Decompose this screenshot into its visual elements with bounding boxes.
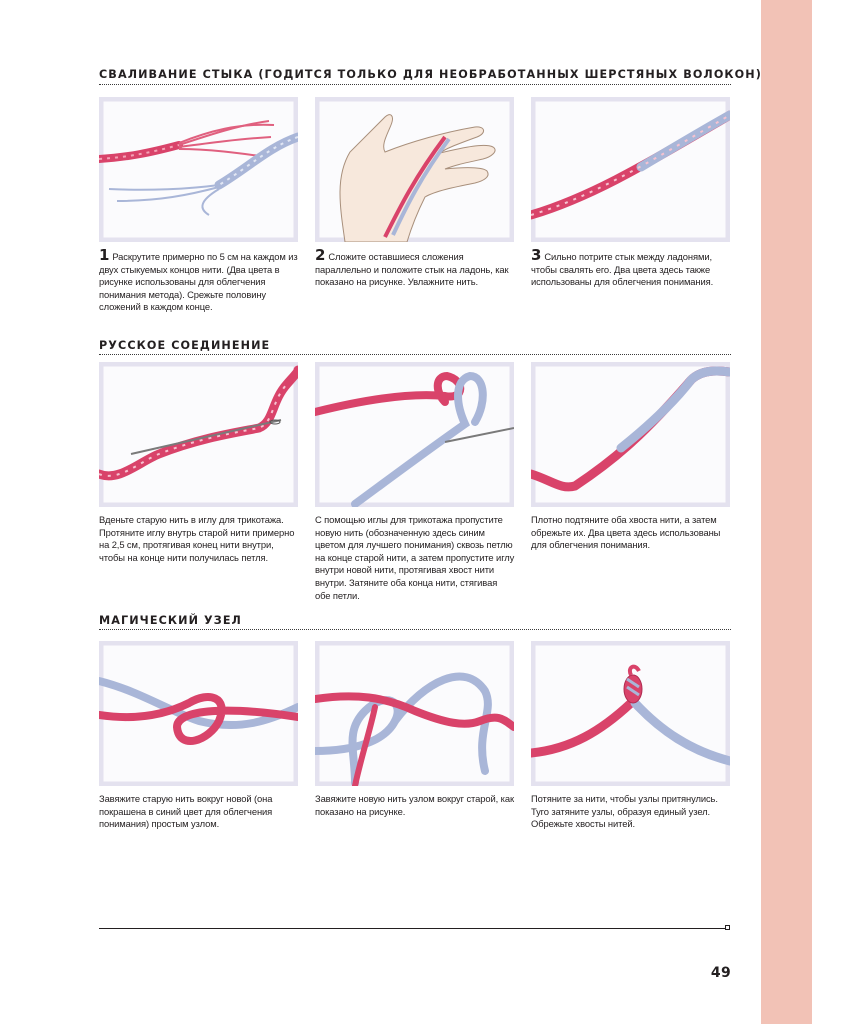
step-text: Сильно потрите стык между ладонями, чтобы свалять его. Два цвета здесь также использованы для облегчения понимания. [531, 251, 714, 288]
step-text: Сложите оставшиеся сложения параллельно и положите стык на ладонь, как показано на рисунке. Увлажните нить. [315, 251, 509, 288]
illustration-russian-join-step-2 [315, 362, 514, 507]
caption-russian-join-step-1: Вденьте старую нить в иглу для трикотажа. Протяните иглу внутрь старой нити примерно на 2,5 см, протягивая конец нити внутри, чтобы на конце нити получилась петля. [99, 514, 295, 563]
caption-felting-step-3 [531, 246, 731, 289]
illustration-felting-step-1 [99, 97, 298, 242]
section-title-russian-join: РУССКОЕ СОЕДИНЕНИЕ [99, 339, 271, 352]
caption-russian-join-step-3: Плотно подтяните оба хвоста нити, а затем обрежьте их. Два цвета здесь использованы для облегчения понимания. [531, 514, 721, 551]
caption-russian-join-step-2: С помощью иглы для трикотажа пропустите новую нить (обозначенную здесь синим цветом для лучшего понимания) сквозь петлю на конце старой нити, а затем пропустите иглу внутри новой нити, протягивая хвост нити внутри. Затяните оба конца нити, стягивая обе петли. [315, 514, 515, 601]
caption-magic-knot-step-1: Завяжите старую нить вокруг новой (она покрашена в синий цвет для облегчения понимания) простым узлом. [99, 793, 273, 830]
caption-magic-knot-step-3: Потяните за нити, чтобы узлы притянулись. Туго затяните узлы, образуя единый узел. Обрежьте хвосты нитей. [531, 793, 718, 830]
caption-felting-step-2 [315, 246, 515, 289]
footer-rule-end-marker [725, 925, 730, 930]
section-divider [99, 629, 731, 630]
step-number: 1 [99, 246, 110, 264]
side-tab [761, 0, 812, 1024]
illustration-felting-step-2 [315, 97, 514, 242]
illustration-magic-knot-step-2 [315, 641, 514, 786]
illustration-magic-knot-step-1 [99, 641, 298, 786]
step-text: Раскрутите примерно по 5 см на каждом из двух стыкуемых концов нити. (Два цвета в рисунке использованы для облегчения понимания метода). Срежьте половину сложений в каждом конце. [99, 251, 298, 313]
page-number: 49 [710, 965, 731, 981]
section-divider [99, 354, 731, 355]
step-number: 2 [315, 246, 326, 264]
section-divider [99, 84, 731, 85]
illustration-russian-join-step-3 [531, 362, 730, 507]
section-title-felting: СВАЛИВАНИЕ СТЫКА (ГОДИТСЯ ТОЛЬКО ДЛЯ НЕОБРАБОТАННЫХ ШЕРСТЯНЫХ ВОЛОКОН) [99, 68, 762, 81]
step-number: 3 [531, 246, 542, 264]
illustration-magic-knot-step-3 [531, 641, 730, 786]
illustration-russian-join-step-1 [99, 362, 298, 507]
footer-rule [99, 928, 725, 929]
caption-felting-step-1 [99, 246, 299, 314]
section-title-magic-knot: МАГИЧЕСКИЙ УЗЕЛ [99, 614, 242, 627]
caption-magic-knot-step-2: Завяжите новую нить узлом вокруг старой, как показано на рисунке. [315, 793, 514, 817]
illustration-felting-step-3 [531, 97, 730, 242]
